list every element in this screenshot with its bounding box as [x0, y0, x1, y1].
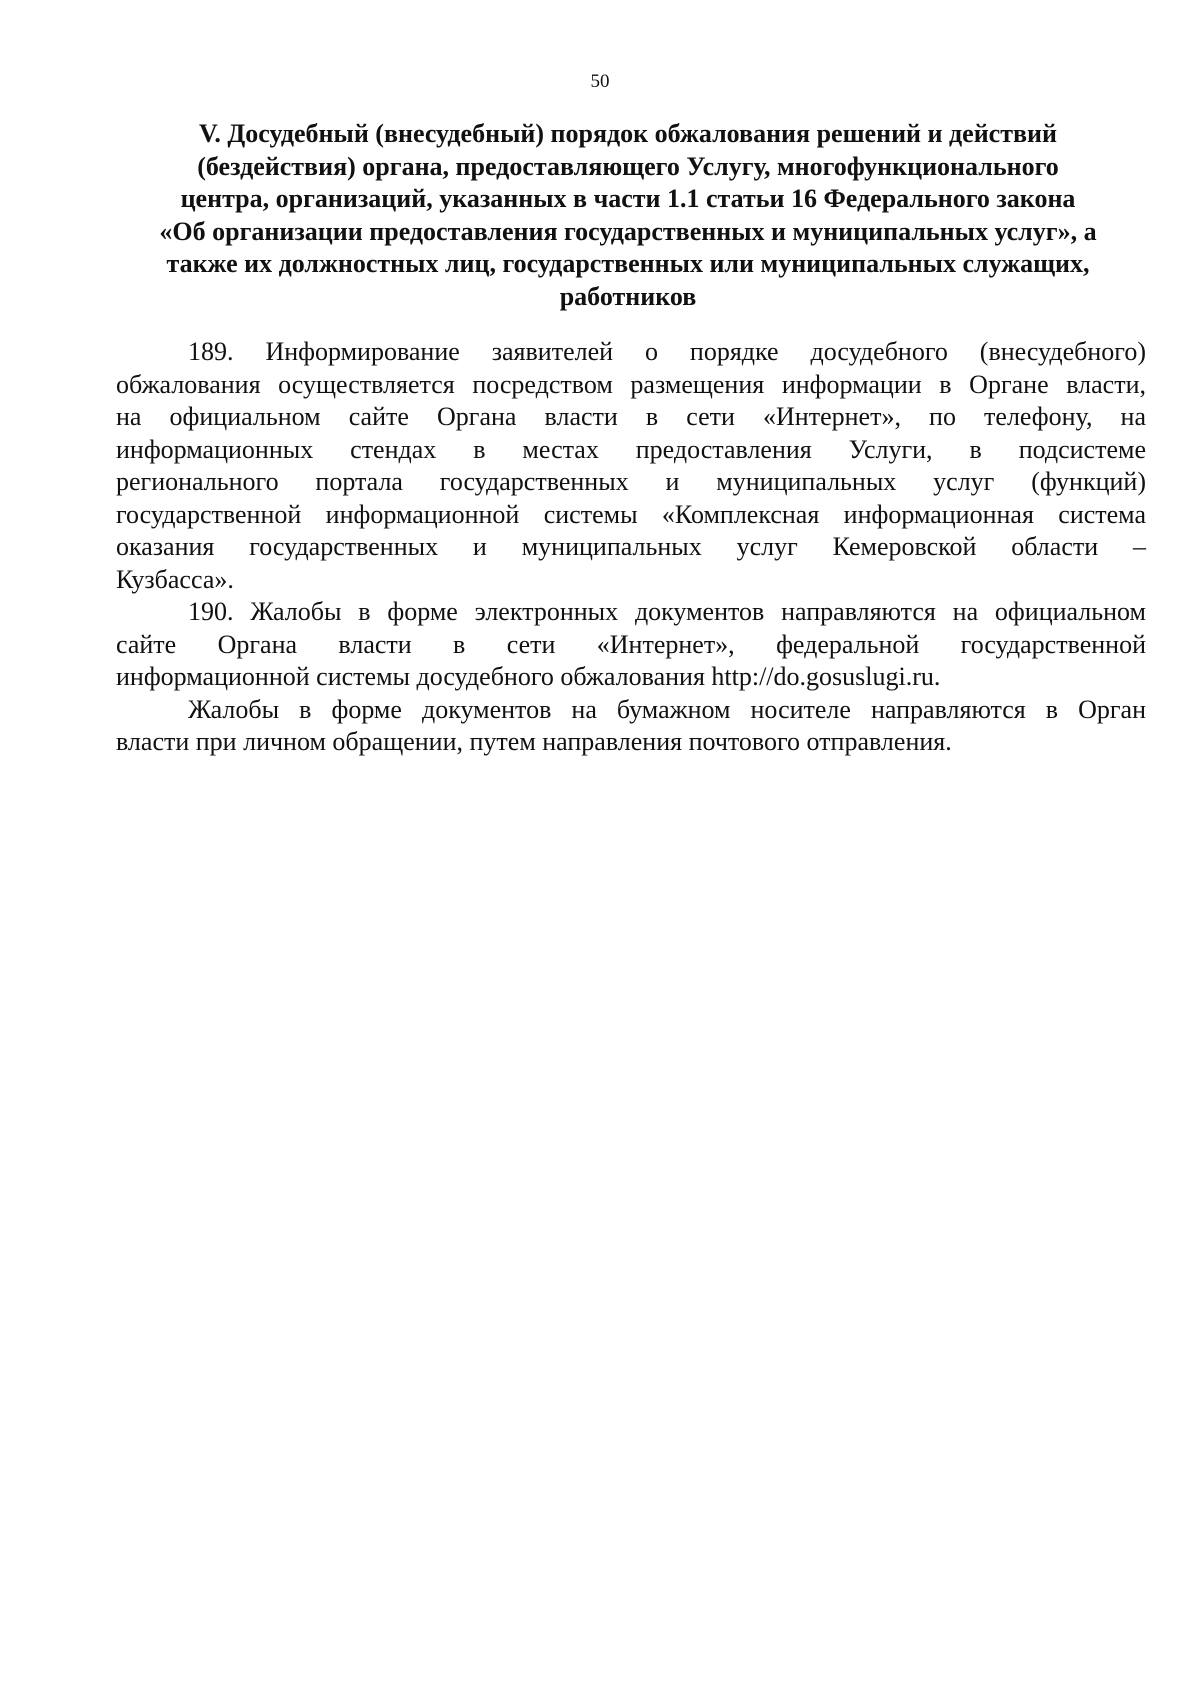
paragraph-190: [116, 596, 1146, 694]
paragraph-line: сайте Органа власти в сети «Интернет», федеральной государственной: [116, 629, 1146, 659]
section-title-line: также их должностных лиц, государственных или муниципальных служащих,: [166, 249, 1090, 278]
paragraph-line: оказания государственных и муниципальных услуг Кемеровской области –: [116, 532, 1146, 561]
paragraph-189: [116, 336, 1146, 596]
paragraph-line: регионального портала государственных и муниципальных услуг (функций): [116, 467, 1146, 496]
section-title-line: работников: [559, 281, 697, 311]
paragraph-line: информационной системы досудебного обжалования http://do.gosuslugi.ru.: [116, 662, 941, 691]
paragraph-paper-complaints: [116, 694, 1146, 759]
paragraph-line: Жалобы в форме документов на бумажном носителе направляются в Орган: [188, 694, 1146, 724]
paragraph-line: власти при личном обращении, путем направления почтового отправления.: [116, 727, 952, 756]
section-title: [118, 118, 1138, 313]
paragraph-line: государственной информационной системы «Комплексная информационная система: [116, 499, 1146, 529]
page-number: 50: [590, 71, 610, 92]
paragraph-line: Кузбасса».: [116, 564, 234, 594]
section-title-line: V. Досудебный (внесудебный) порядок обжалования решений и действий: [198, 119, 1057, 148]
paragraph-line: 190. Жалобы в форме электронных документов направляются на официальном: [188, 597, 1146, 626]
paragraph-line: на официальном сайте Органа власти в сети «Интернет», по телефону, на: [116, 402, 1146, 431]
section-title-line: (бездействия) органа, предоставляющего Услугу, многофункционального: [197, 151, 1059, 181]
paragraph-line: 189. Информирование заявителей о порядке досудебного (внесудебного): [188, 337, 1146, 366]
section-title-line: центра, организаций, указанных в части 1.1 статьи 16 Федерального закона: [180, 184, 1076, 213]
paragraph-line: информационных стендах в местах предоставления Услуги, в подсистеме: [116, 434, 1146, 464]
body-text: [116, 336, 1146, 759]
paragraph-line: обжалования осуществляется посредством размещения информации в Органе власти,: [116, 369, 1146, 399]
section-title-line: «Об организации предоставления государственных и муниципальных услуг», а: [159, 216, 1097, 246]
